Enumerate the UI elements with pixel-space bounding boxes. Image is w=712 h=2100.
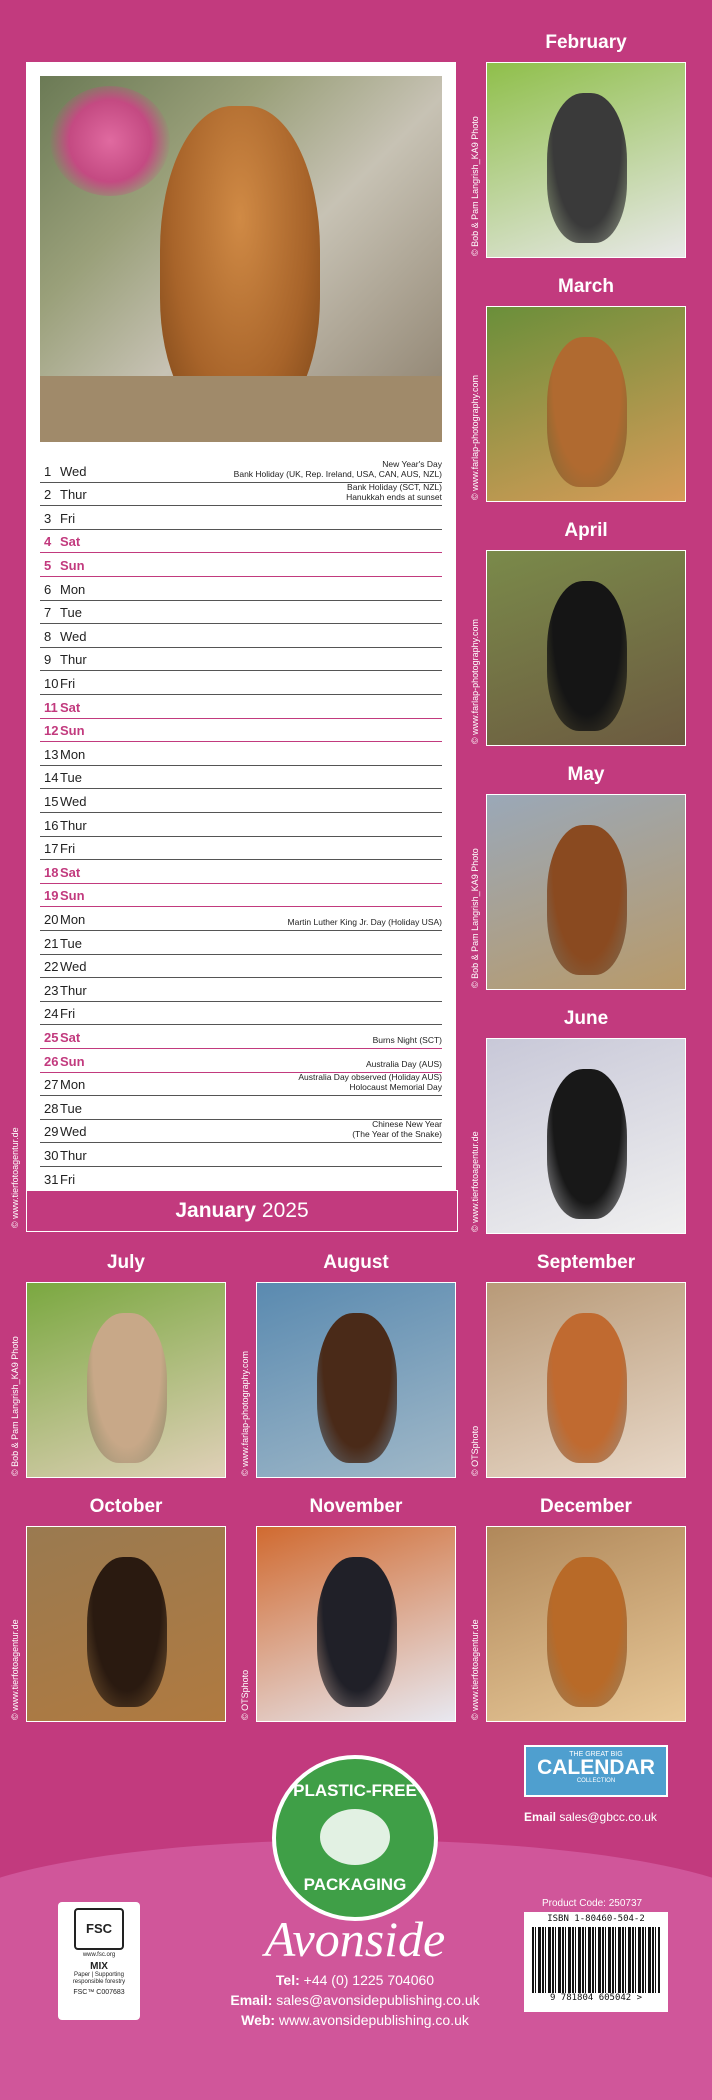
dog-silhouette-icon [87, 1313, 167, 1463]
thumb-month-label: June [563, 1008, 609, 1029]
fsc-www: www.fsc.org [82, 1952, 116, 1958]
day-weekday: Wed [60, 1124, 87, 1140]
dog-silhouette-icon [547, 1313, 627, 1463]
day-row [40, 883, 442, 908]
day-weekday: Mon [60, 911, 86, 927]
day-weekday: Sun [60, 1053, 85, 1069]
day-weekday: Sat [60, 699, 81, 715]
day-row [40, 1095, 442, 1120]
day-weekday: Wed [60, 463, 87, 479]
day-label: 16 [44, 817, 59, 833]
holiday-note-line: Hanukkah ends at sunset [346, 492, 442, 503]
day-label: 3 [44, 510, 52, 526]
day-label: 31 [44, 1171, 59, 1187]
dog-silhouette-icon [547, 581, 627, 731]
day-row [40, 623, 442, 648]
dog-silhouette-icon [317, 1313, 397, 1463]
day-weekday: Tue [60, 770, 82, 786]
thumb-photo-credit: © www.tierfotoagentur.de [470, 1619, 480, 1720]
thumb-dog-photo [486, 62, 686, 258]
tel-label: Tel: [275, 1972, 300, 1988]
thumb-photo-credit: © Bob & Pam Langrish_KA9 Photo [470, 116, 480, 256]
fsc-logo [58, 1902, 140, 2020]
fsc-mix: MIX [90, 1961, 108, 1972]
day-label: 7 [44, 605, 52, 621]
holiday-note-line: Chinese New Year [372, 1119, 442, 1130]
thumb-month-label: April [564, 520, 608, 541]
gbcc-sub-text: COLLECTION [576, 1778, 616, 1784]
day-label: 6 [44, 581, 52, 597]
month-title-bar [26, 1190, 458, 1232]
day-row [40, 458, 442, 483]
brand-name: Avonside [264, 1911, 446, 1967]
day-label: 21 [44, 935, 59, 951]
holiday-note-line: Holocaust Memorial Day [349, 1082, 442, 1093]
gbcc-email-label: Email [524, 1810, 557, 1824]
day-row [40, 576, 442, 601]
thumb-dog-photo [26, 1526, 226, 1722]
day-weekday: Sun [60, 557, 85, 573]
contact-web [150, 2012, 560, 2028]
holiday-note-line: Bank Holiday (SCT, NZL) [347, 482, 442, 493]
thumb-photo-credit: © OTSphoto [240, 1669, 250, 1720]
holiday-note-line: (The Year of the Snake) [352, 1129, 442, 1140]
day-weekday: Thur [60, 817, 87, 833]
day-weekday: Thur [60, 487, 87, 503]
day-row [40, 529, 442, 554]
holiday-note [298, 1072, 442, 1092]
thumb-month-label: July [106, 1252, 146, 1273]
thumb-month-label: May [567, 764, 605, 785]
day-weekday: Sat [60, 864, 81, 880]
thumb-dog-photo [486, 1282, 686, 1478]
day-label: 24 [44, 1006, 59, 1022]
day-row [40, 694, 442, 719]
day-row [40, 812, 442, 837]
day-weekday: Sat [60, 534, 81, 550]
gbcc-small-text: THE GREAT BIG [569, 1751, 623, 1758]
day-row [40, 788, 442, 813]
fsc-tree-icon: FSC [74, 1908, 124, 1950]
day-weekday: Mon [60, 746, 86, 762]
badge-bottom-text: PACKAGING [303, 1875, 407, 1894]
thumb-dog-photo [486, 306, 686, 502]
month-name: January [175, 1199, 256, 1222]
barcode-panel [524, 1912, 668, 2012]
day-label: 18 [44, 864, 59, 880]
day-weekday: Fri [60, 675, 76, 691]
holiday-note-line: Australia Day observed (Holiday AUS) [298, 1072, 442, 1083]
gbcc-big-text: CALENDAR [537, 1756, 655, 1779]
thumb-month-label: December [540, 1496, 632, 1517]
holiday-note [288, 917, 442, 927]
month-year: 2025 [261, 1199, 309, 1222]
thumb-month-label: August [323, 1252, 389, 1273]
web-value: www.avonsidepublishing.co.uk [278, 2012, 469, 2028]
day-label: 25 [44, 1029, 59, 1045]
day-row [40, 1166, 442, 1191]
day-weekday: Thur [60, 1147, 87, 1163]
day-row [40, 718, 442, 743]
day-row [40, 741, 442, 766]
day-row [40, 836, 442, 861]
day-weekday: Wed [60, 628, 87, 644]
holiday-note [352, 1119, 442, 1139]
day-label: 11 [44, 699, 58, 715]
day-label: 12 [44, 723, 59, 739]
web-label: Web: [241, 2012, 276, 2028]
day-label: 26 [44, 1053, 59, 1069]
day-row [40, 930, 442, 955]
barcode-digits: 9 781804 605042 > [549, 1993, 643, 2003]
day-label: 22 [44, 959, 59, 975]
thumb-dog-photo [486, 1526, 686, 1722]
day-label: 13 [44, 746, 59, 762]
dog-silhouette-icon [87, 1557, 167, 1707]
main-puppy-photo [40, 76, 442, 442]
day-row [40, 765, 442, 790]
day-label: 4 [44, 534, 52, 550]
holiday-note [373, 1035, 442, 1045]
day-row [40, 954, 442, 979]
thumb-month-label: March [558, 276, 614, 297]
day-row [40, 1119, 442, 1144]
email-value: sales@avonsidepublishing.co.uk [276, 1992, 480, 2008]
day-label: 20 [44, 911, 59, 927]
gbcc-email-value: sales@gbcc.co.uk [559, 1810, 657, 1824]
day-weekday: Thur [60, 982, 87, 998]
day-weekday: Tue [60, 935, 82, 951]
day-weekday: Sat [60, 1029, 81, 1045]
thumb-dog-photo [26, 1282, 226, 1478]
day-weekday: Wed [60, 959, 87, 975]
gbcc-logo [524, 1745, 668, 1797]
holiday-note [346, 482, 442, 502]
holiday-note-line: Australia Day (AUS) [365, 1058, 442, 1069]
day-label: 17 [44, 841, 59, 857]
day-row [40, 1001, 442, 1026]
day-weekday: Sun [60, 723, 85, 739]
day-weekday: Fri [60, 1171, 76, 1187]
day-weekday: Tue [60, 605, 82, 621]
day-label: 8 [44, 628, 52, 644]
thumb-photo-credit: © www.farlap-photography.com [240, 1350, 250, 1476]
holiday-note-line: Martin Luther King Jr. Day (Holiday USA) [287, 916, 442, 927]
thumb-photo-credit: © www.tierfotoagentur.de [10, 1619, 20, 1720]
day-row [40, 505, 442, 530]
dog-silhouette-icon [547, 1069, 627, 1219]
day-label: 27 [44, 1077, 59, 1093]
product-code: Product Code: 250737 [542, 1898, 643, 1909]
thumb-dog-photo [486, 1038, 686, 1234]
thumb-month-label: November [309, 1496, 403, 1517]
day-label: 5 [44, 557, 52, 573]
day-weekday: Thur [60, 652, 87, 668]
day-label: 29 [44, 1124, 59, 1140]
badge-top-text: PLASTIC-FREE [293, 1781, 417, 1800]
day-label: 15 [44, 793, 59, 809]
day-label: 2 [44, 487, 52, 503]
contact-email [150, 1992, 560, 2008]
thumb-photo-credit: © Bob & Pam Langrish_KA9 Photo [470, 848, 480, 988]
day-label: 9 [44, 652, 52, 668]
day-row [40, 859, 442, 884]
fsc-paper: Paper | Supporting responsible forestry [72, 1972, 126, 1985]
email-label: Email: [230, 1992, 273, 2008]
thumb-photo-credit: © OTSphoto [470, 1425, 480, 1476]
holiday-note-line: New Year's Day [382, 458, 442, 469]
day-row [40, 670, 442, 695]
day-label: 14 [44, 770, 59, 786]
holiday-note [366, 1059, 442, 1069]
plastic-free-badge [272, 1755, 438, 1921]
thumb-dog-photo [486, 794, 686, 990]
thumb-photo-credit: © www.farlap-photography.com [470, 618, 480, 744]
day-weekday: Tue [60, 1100, 82, 1116]
holiday-note [234, 459, 442, 479]
day-row [40, 1024, 442, 1049]
day-label: 10 [44, 675, 59, 691]
day-row [40, 1142, 442, 1167]
holiday-note-line: Bank Holiday (UK, Rep. Ireland, USA, CAN, AUS, NZL) [233, 468, 442, 479]
day-weekday: Mon [60, 581, 86, 597]
dog-silhouette-icon [547, 337, 627, 487]
day-label: 30 [44, 1147, 59, 1163]
day-label: 23 [44, 982, 59, 998]
holiday-note-line: Burns Night (SCT) [372, 1034, 442, 1045]
thumb-photo-credit: © www.farlap-photography.com [470, 374, 480, 500]
dog-silhouette-icon [547, 93, 627, 243]
day-weekday: Sun [60, 888, 85, 904]
day-row [40, 1048, 442, 1073]
barcode-icon [532, 1927, 660, 1993]
dog-silhouette-icon [317, 1557, 397, 1707]
day-row [40, 977, 442, 1002]
gbcc-email [524, 1810, 674, 1824]
day-weekday: Fri [60, 510, 76, 526]
isbn-text: ISBN 1-80460-504-2 [547, 1914, 645, 1924]
day-label: 28 [44, 1100, 59, 1116]
day-row [40, 552, 442, 577]
dog-silhouette-icon [547, 1557, 627, 1707]
day-row [40, 600, 442, 625]
thumb-dog-photo [256, 1526, 456, 1722]
day-weekday: Fri [60, 841, 76, 857]
day-row [40, 906, 442, 931]
leaf-icon [320, 1809, 390, 1865]
tel-value: +44 (0) 1225 704060 [303, 1972, 435, 1988]
day-label: 19 [44, 888, 59, 904]
day-label: 1 [44, 463, 52, 479]
thumb-month-label: October [89, 1496, 163, 1517]
thumb-dog-photo [256, 1282, 456, 1478]
day-weekday: Mon [60, 1077, 86, 1093]
thumb-month-label: September [536, 1252, 636, 1273]
day-weekday: Wed [60, 793, 87, 809]
contact-tel [150, 1972, 560, 1988]
fsc-code: FSC™ C007683 [73, 1989, 125, 1996]
main-photo-credit: © www.tierfotoagentur.de [10, 1127, 20, 1228]
thumb-month-label: February [545, 32, 627, 53]
thumb-photo-credit: © Bob & Pam Langrish_KA9 Photo [10, 1336, 20, 1476]
day-row [40, 647, 442, 672]
dog-silhouette-icon [547, 825, 627, 975]
day-row [40, 482, 442, 507]
thumb-photo-credit: © www.tierfotoagentur.de [470, 1131, 480, 1232]
thumb-dog-photo [486, 550, 686, 746]
day-weekday: Fri [60, 1006, 76, 1022]
day-row [40, 1072, 442, 1097]
